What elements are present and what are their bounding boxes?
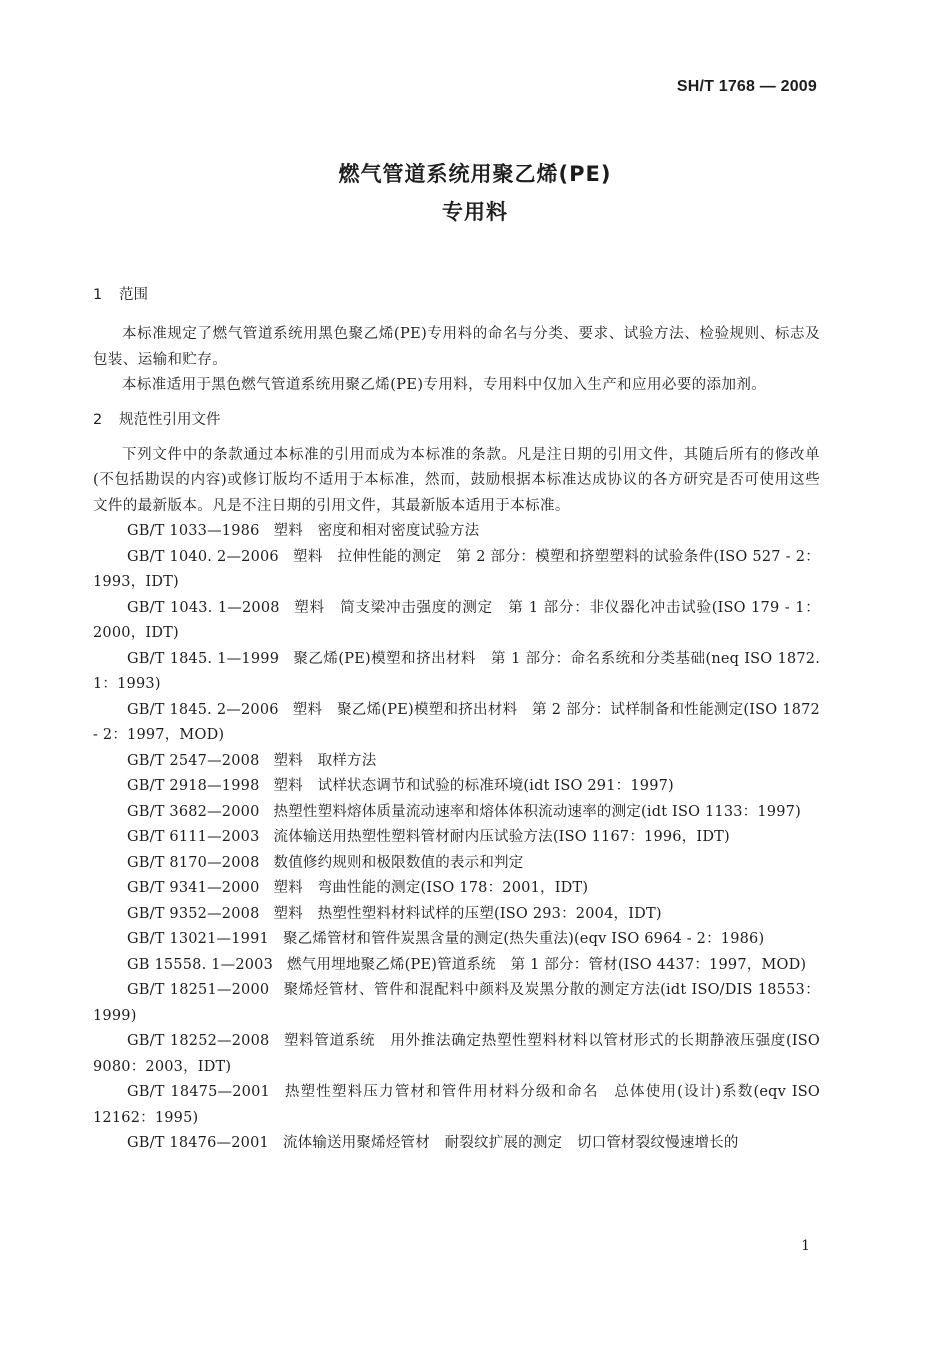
reference-item [93,851,820,877]
reference-item [93,1080,820,1131]
reference-title: 塑料管道系统 用外推法确定热塑性塑料材料以管材形式的长期静液压强度(ISO 9080：2003，IDT) [93,1033,820,1075]
reference-code: GB/T 9352—2008 [127,905,260,922]
reference-code: GB/T 6111—2003 [127,829,260,845]
reference-title: 塑料 拉伸性能的测定 第 2 部分：模塑和挤塑塑料的试验条件(ISO 527 - 2：1993，IDT) [93,548,821,590]
section-number: 2 [93,411,103,428]
section-number: 1 [93,287,103,303]
section-title: 范围 [119,287,148,303]
reference-title: 塑料 试样状态调节和试验的标准环境(idt ISO 291：1997) [273,778,674,794]
reference-item [93,596,820,647]
reference-title: 燃气用埋地聚乙烯(PE)管道系统 第 1 部分：管材(ISO 4437：1997，MOD) [287,956,807,973]
reference-title: 塑料 密度和相对密度试验方法 [273,523,480,539]
reference-title: 热塑性塑料压力管材和管件用材料分级和命名 总体使用(设计)系数(eqv ISO 12162：1995) [93,1084,820,1126]
document-body [93,282,820,1157]
reference-title: 塑料 取样方法 [273,752,377,769]
document-subtitle: 专用料 [442,200,508,224]
reference-title: 数值修约规则和极限数值的表示和判定 [273,854,524,871]
page-number: 1 [801,1238,810,1254]
document-title: 燃气管道系统用聚乙烯(PE) [338,162,612,186]
reference-item [93,1029,820,1080]
reference-item [93,545,820,596]
reference-code: GB/T 18251—2000 [127,982,270,998]
reference-item [93,978,820,1029]
reference-list [93,519,820,1157]
reference-code: GB/T 8170—2008 [127,854,260,871]
reference-item [93,953,820,979]
reference-code: GB/T 1033—1986 [127,523,260,539]
reference-code: GB/T 3682—2000 [127,803,260,820]
reference-title: 塑料 聚乙烯(PE)模塑和挤出材料 第 2 部分：试样制备和性能测定(ISO 1872 - 2：1997，MOD) [93,701,820,743]
section-title: 规范性引用文件 [119,411,221,428]
reference-title: 流体输送用热塑性塑料管材耐内压试验方法(ISO 1167：1996，IDT) [273,829,730,845]
reference-code: GB/T 13021—1991 [127,931,269,947]
reference-title: 聚乙烯(PE)模塑和挤出材料 第 1 部分：命名系统和分类基础(neq ISO 1872. 1：1993) [93,650,821,692]
reference-item [93,749,820,775]
reference-code: GB/T 1040. 2—2006 [127,548,279,565]
reference-item [93,647,820,698]
reference-item [93,698,820,749]
reference-title: 塑料 弯曲性能的测定(ISO 178：2001，IDT) [273,880,589,896]
paragraph: 下列文件中的条款通过本标准的引用而成为本标准的条款。凡是注日期的引用文件，其随后所有的修改单(不包括勘误的内容)或修订版均不适用于本标准，然而，鼓励根据本标准达成协议的各方研究是否可使用这些文件的最新版本。凡是不注日期的引用文件，其最新版本适用于本标准。 [93,446,820,514]
reference-code: GB 15558. 1—2003 [127,956,274,973]
reference-code: GB/T 2918—1998 [127,778,260,794]
reference-code: GB/T 1845. 1—1999 [127,650,280,667]
reference-code: GB/T 2547—2008 [127,752,260,769]
reference-item [93,774,820,800]
paragraph: 本标准规定了燃气管道系统用黑色聚乙烯(PE)专用料的命名与分类、要求、试验方法、检验规则、标志及包装、运输和贮存。 [93,326,820,368]
standard-code: SH/T 1768 — 2009 [676,78,817,95]
section-heading-scope [93,282,820,308]
reference-item [93,800,820,826]
reference-code: GB/T 1043. 1—2008 [127,599,280,616]
reference-code: GB/T 18475—2001 [127,1084,270,1100]
reference-code: GB/T 9341—2000 [127,880,260,896]
paragraph: 本标准适用于黑色燃气管道系统用聚乙烯(PE)专用料，专用料中仅加入生产和应用必要的添加剂。 [122,377,767,393]
reference-title: 聚乙烯管材和管件炭黑含量的测定(热失重法)(eqv ISO 6964 - 2：1986) [282,931,765,947]
reference-code: GB/T 1845. 2—2006 [127,701,279,718]
reference-code: GB/T 18252—2008 [127,1033,270,1049]
reference-title: 塑料 热塑性塑料材料试样的压塑(ISO 293：2004，IDT) [273,905,662,922]
reference-item [93,1131,820,1157]
reference-title: 流体输送用聚烯烃管材 耐裂纹扩展的测定 切口管材裂纹慢速增长的 [282,1135,739,1151]
reference-item [93,927,820,953]
reference-code: GB/T 18476—2001 [127,1135,269,1151]
reference-item [93,902,820,928]
reference-item [93,519,820,545]
section-heading-normative-references [93,407,820,433]
reference-item [93,876,820,902]
reference-item [93,825,820,851]
reference-title: 热塑性塑料熔体质量流动速率和熔体体积流动速率的测定(idt ISO 1133：1997) [273,803,801,820]
reference-title: 聚烯烃管材、管件和混配料中颜料及炭黑分散的测定方法(idt ISO/DIS 18553：1999) [93,982,820,1024]
reference-title: 塑料 简支梁冲击强度的测定 第 1 部分：非仪器化冲击试验(ISO 179 - 1：2000，IDT) [93,599,820,641]
